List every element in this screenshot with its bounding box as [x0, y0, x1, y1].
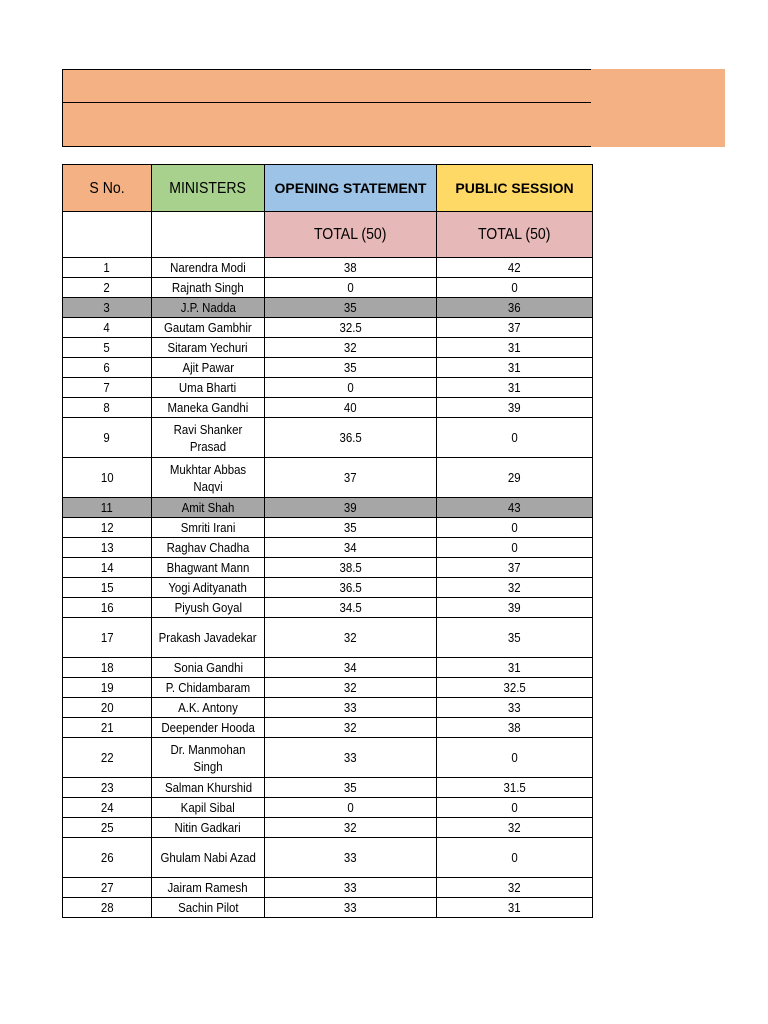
cell-minister-name: Salman Khurshid: [152, 778, 265, 798]
cell-sno: 8: [63, 398, 152, 418]
cell-minister-name: Amit Shah: [152, 498, 265, 518]
cell-public-score: 0: [437, 418, 593, 458]
table-row: [63, 498, 593, 518]
cell-minister-name: Ghulam Nabi Azad: [152, 838, 265, 878]
cell-minister-name: P. Chidambaram: [152, 678, 265, 698]
cell-sno: 9: [63, 418, 152, 458]
table-row: [63, 898, 593, 918]
cell-minister-name: Dr. Manmohan Singh: [152, 738, 265, 778]
cell-opening-score: 35: [265, 358, 437, 378]
cell-sno: 5: [63, 338, 152, 358]
table-row: [63, 538, 593, 558]
table-row: [63, 798, 593, 818]
cell-public-score: 29: [437, 458, 593, 498]
scores-table: [62, 164, 593, 918]
cell-public-score: 42: [437, 258, 593, 278]
cell-public-score: 31.5: [437, 778, 593, 798]
cell-opening-score: 33: [265, 898, 437, 918]
table-body: [63, 258, 593, 918]
table-row: [63, 618, 593, 658]
table-row: [63, 718, 593, 738]
table-row: [63, 818, 593, 838]
cell-sno: 25: [63, 818, 152, 838]
cell-sno: 1: [63, 258, 152, 278]
cell-public-score: 0: [437, 738, 593, 778]
banner-divider: [62, 102, 591, 103]
title-banner: [62, 69, 725, 147]
table-row: [63, 838, 593, 878]
cell-public-score: 32: [437, 878, 593, 898]
cell-minister-name: Prakash Javadekar: [152, 618, 265, 658]
table-row: [63, 578, 593, 598]
cell-sno: 18: [63, 658, 152, 678]
cell-opening-score: 32.5: [265, 318, 437, 338]
table-row: [63, 278, 593, 298]
cell-minister-name: Narendra Modi: [152, 258, 265, 278]
cell-opening-score: 0: [265, 378, 437, 398]
table-row: [63, 878, 593, 898]
cell-public-score: 39: [437, 598, 593, 618]
cell-minister-name: Deepender Hooda: [152, 718, 265, 738]
cell-sno: 15: [63, 578, 152, 598]
cell-public-score: 32: [437, 578, 593, 598]
cell-opening-score: 35: [265, 298, 437, 318]
cell-sno: 22: [63, 738, 152, 778]
cell-sno: 6: [63, 358, 152, 378]
col-header-public-session: PUBLIC SESSION: [437, 165, 593, 212]
table-row: [63, 258, 593, 278]
cell-public-score: 31: [437, 358, 593, 378]
cell-public-score: 31: [437, 898, 593, 918]
table-row: [63, 418, 593, 458]
banner-border-left: [62, 69, 63, 147]
cell-minister-name: Mukhtar Abbas Naqvi: [152, 458, 265, 498]
table-row: [63, 598, 593, 618]
cell-opening-score: 33: [265, 878, 437, 898]
table-row: [63, 518, 593, 538]
cell-minister-name: Uma Bharti: [152, 378, 265, 398]
table-row: [63, 298, 593, 318]
cell-sno: 23: [63, 778, 152, 798]
cell-public-score: 43: [437, 498, 593, 518]
cell-public-score: 36: [437, 298, 593, 318]
col-header-sno: S No.: [63, 165, 152, 212]
cell-sno: 4: [63, 318, 152, 338]
table-row: [63, 678, 593, 698]
cell-minister-name: A.K. Antony: [152, 698, 265, 718]
cell-minister-name: Raghav Chadha: [152, 538, 265, 558]
cell-minister-name: Smriti Irani: [152, 518, 265, 538]
cell-minister-name: Piyush Goyal: [152, 598, 265, 618]
cell-sno: 27: [63, 878, 152, 898]
cell-sno: 13: [63, 538, 152, 558]
table-row: [63, 318, 593, 338]
cell-public-score: 0: [437, 278, 593, 298]
cell-public-score: 38: [437, 718, 593, 738]
cell-public-score: 31: [437, 338, 593, 358]
cell-public-score: 0: [437, 538, 593, 558]
cell-opening-score: 33: [265, 698, 437, 718]
cell-opening-score: 36.5: [265, 418, 437, 458]
cell-minister-name: Sitaram Yechuri: [152, 338, 265, 358]
cell-sno: 2: [63, 278, 152, 298]
cell-sno: 19: [63, 678, 152, 698]
table-row: [63, 458, 593, 498]
cell-sno: 21: [63, 718, 152, 738]
subheader-row: [63, 212, 593, 258]
cell-opening-score: 32: [265, 818, 437, 838]
banner-border-bottom: [62, 146, 591, 147]
cell-opening-score: 39: [265, 498, 437, 518]
cell-minister-name: Ravi Shanker Prasad: [152, 418, 265, 458]
cell-sno: 17: [63, 618, 152, 658]
cell-opening-score: 34.5: [265, 598, 437, 618]
cell-public-score: 33: [437, 698, 593, 718]
table-row: [63, 778, 593, 798]
cell-minister-name: Ajit Pawar: [152, 358, 265, 378]
cell-minister-name: Jairam Ramesh: [152, 878, 265, 898]
col-header-opening-statement: OPENING STATEMENT: [265, 165, 437, 212]
cell-opening-score: 37: [265, 458, 437, 498]
cell-sno: 28: [63, 898, 152, 918]
cell-minister-name: J.P. Nadda: [152, 298, 265, 318]
col-header-ministers: MINISTERS: [152, 165, 265, 212]
cell-public-score: 32: [437, 818, 593, 838]
cell-sno: 16: [63, 598, 152, 618]
cell-opening-score: 33: [265, 738, 437, 778]
subheader-empty-ministers: [152, 212, 265, 258]
cell-opening-score: 34: [265, 538, 437, 558]
cell-public-score: 32.5: [437, 678, 593, 698]
public-total-header: TOTAL (50): [437, 212, 593, 258]
table-row: [63, 378, 593, 398]
cell-sno: 11: [63, 498, 152, 518]
cell-public-score: 31: [437, 658, 593, 678]
cell-minister-name: Rajnath Singh: [152, 278, 265, 298]
cell-minister-name: Sonia Gandhi: [152, 658, 265, 678]
cell-opening-score: 32: [265, 678, 437, 698]
cell-public-score: 37: [437, 318, 593, 338]
cell-opening-score: 40: [265, 398, 437, 418]
cell-opening-score: 38: [265, 258, 437, 278]
cell-minister-name: Sachin Pilot: [152, 898, 265, 918]
cell-opening-score: 35: [265, 518, 437, 538]
cell-public-score: 0: [437, 798, 593, 818]
cell-opening-score: 38.5: [265, 558, 437, 578]
cell-opening-score: 32: [265, 718, 437, 738]
cell-sno: 10: [63, 458, 152, 498]
cell-minister-name: Nitin Gadkari: [152, 818, 265, 838]
cell-opening-score: 33: [265, 838, 437, 878]
subheader-empty-sno: [63, 212, 152, 258]
cell-opening-score: 34: [265, 658, 437, 678]
cell-opening-score: 32: [265, 618, 437, 658]
cell-public-score: 35: [437, 618, 593, 658]
table-row: [63, 338, 593, 358]
cell-sno: 14: [63, 558, 152, 578]
cell-opening-score: 0: [265, 278, 437, 298]
table-row: [63, 698, 593, 718]
cell-public-score: 39: [437, 398, 593, 418]
cell-sno: 26: [63, 838, 152, 878]
cell-sno: 7: [63, 378, 152, 398]
cell-minister-name: Bhagwant Mann: [152, 558, 265, 578]
cell-sno: 3: [63, 298, 152, 318]
table-row: [63, 398, 593, 418]
table-row: [63, 658, 593, 678]
cell-sno: 12: [63, 518, 152, 538]
cell-public-score: 0: [437, 518, 593, 538]
cell-opening-score: 36.5: [265, 578, 437, 598]
cell-public-score: 0: [437, 838, 593, 878]
opening-total-header: TOTAL (50): [265, 212, 437, 258]
cell-minister-name: Gautam Gambhir: [152, 318, 265, 338]
header-row: [63, 165, 593, 212]
cell-sno: 20: [63, 698, 152, 718]
banner-border-top: [62, 69, 591, 70]
table-row: [63, 558, 593, 578]
table-row: [63, 358, 593, 378]
cell-minister-name: Yogi Adityanath: [152, 578, 265, 598]
table-row: [63, 738, 593, 778]
cell-opening-score: 32: [265, 338, 437, 358]
cell-opening-score: 0: [265, 798, 437, 818]
cell-minister-name: Maneka Gandhi: [152, 398, 265, 418]
cell-sno: 24: [63, 798, 152, 818]
cell-opening-score: 35: [265, 778, 437, 798]
cell-public-score: 37: [437, 558, 593, 578]
cell-public-score: 31: [437, 378, 593, 398]
cell-minister-name: Kapil Sibal: [152, 798, 265, 818]
